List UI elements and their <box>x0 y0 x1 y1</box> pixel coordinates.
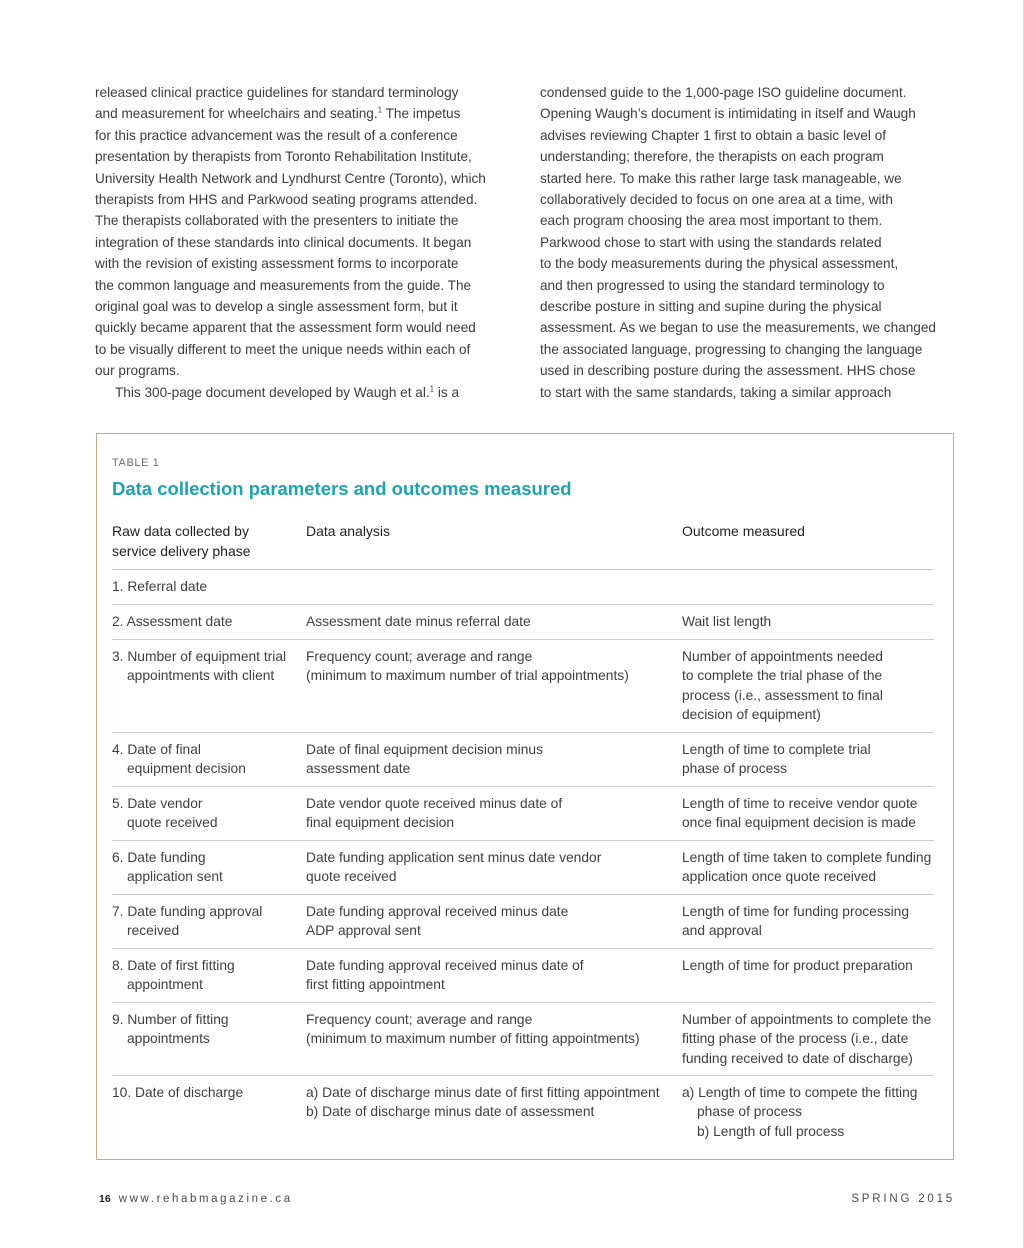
body-line <box>95 103 510 124</box>
body-line: assessment. As we began to use the measurements, we changed <box>540 320 936 336</box>
outcome-cell: Length of time to receive vendor quote once final equipment decision is made <box>682 796 918 831</box>
body-line: The therapists collaborated with the presenters to initiate the <box>95 213 459 229</box>
raw-data-cell: 7. Date funding approval received <box>112 904 263 939</box>
body-line: for this practice advancement was the result of a conference <box>95 127 458 143</box>
body-line: each program choosing the area most important to them. <box>540 213 883 229</box>
body-line: advises reviewing Chapter 1 first to obtain a basic level of <box>540 127 887 143</box>
table-title: Data collection parameters and outcomes measured <box>112 478 572 499</box>
body-line: our programs. <box>95 363 180 379</box>
raw-data-cell: 3. Number of equipment trial appointments with client <box>112 649 287 684</box>
body-text: The impetus <box>382 106 461 122</box>
analysis-cell: Date of final equipment decision minus assessment date <box>306 742 543 777</box>
body-line: to start with the same standards, taking a similar approach <box>540 384 892 400</box>
body-line: started here. To make this rather large task manageable, we <box>540 170 902 186</box>
issue-label: SPRING 2015 <box>851 1193 955 1205</box>
analysis-cell: Date funding approval received minus date ADP approval sent <box>306 904 569 939</box>
body-text: is a <box>434 384 460 400</box>
footer-left <box>99 1193 293 1205</box>
table-row <box>112 840 934 895</box>
article-right-column <box>540 82 955 403</box>
body-line: the associated language, progressing to changing the language <box>540 341 923 357</box>
table-row <box>112 639 934 733</box>
table-row <box>112 569 934 605</box>
table-row <box>112 948 934 1003</box>
outcome-cell: Length of time taken to complete funding application once quote received <box>682 850 932 885</box>
page-number: 16 <box>99 1193 111 1205</box>
body-line: condensed guide to the 1,000-page ISO guideline document. <box>540 85 907 100</box>
raw-data-cell: 8. Date of first fitting appointment <box>112 958 235 993</box>
raw-data-cell: 4. Date of final equipment decision <box>112 742 246 777</box>
body-line: therapists from HHS and Parkwood seating programs attended. <box>95 192 478 208</box>
body-line <box>95 382 510 403</box>
table-header-row <box>112 522 934 570</box>
footnote-ref: 1 <box>429 384 435 394</box>
body-line: integration of these standards into clinical documents. It began <box>95 234 472 250</box>
outcome-cell: Length of time for product preparation <box>682 958 913 973</box>
table-row <box>112 786 934 841</box>
body-line: Parkwood chose to start with using the standards related <box>540 234 882 250</box>
column-header-data-analysis: Data analysis <box>306 523 391 539</box>
body-line: University Health Network and Lyndhurst Centre (Toronto), which <box>95 170 486 186</box>
analysis-cell: Date funding application sent minus date vendor quote received <box>306 850 602 885</box>
body-line: used in describing posture during the assessment. HHS chose <box>540 363 916 379</box>
body-line: collaboratively decided to focus on one area at a time, with <box>540 192 893 208</box>
analysis-cell: Date funding approval received minus date of first fitting appointment <box>306 958 584 993</box>
column-header-raw-data: Raw data collected by service delivery phase <box>112 523 251 559</box>
body-line: the common language and measurements from the guide. The <box>95 277 472 293</box>
table-row <box>112 604 934 640</box>
raw-data-cell: 5. Date vendor quote received <box>112 796 218 831</box>
analysis-cell: Frequency count; average and range (minimum to maximum number of fitting appointments) <box>306 1012 640 1047</box>
body-line: with the revision of existing assessment forms to incorporate <box>95 256 459 272</box>
table-row <box>112 1075 934 1150</box>
raw-data-cell: 6. Date funding application sent <box>112 850 223 885</box>
table-row <box>112 732 934 787</box>
outcome-cell: a) Length of time to compete the fitting phase of process b) Length of full process <box>682 1085 918 1139</box>
body-line: and then progressed to using the standard terminology to <box>540 277 885 293</box>
body-text: and measurement for wheelchairs and seating. <box>95 106 378 122</box>
analysis-cell: Assessment date minus referral date <box>306 614 531 629</box>
body-line: to the body measurements during the physical assessment, <box>540 256 899 272</box>
outcome-cell: Length of time to complete trial phase of process <box>682 742 871 777</box>
body-line: to be visually different to meet the unique needs within each of <box>95 341 471 357</box>
raw-data-cell: 2. Assessment date <box>112 614 233 629</box>
raw-data-cell: 1. Referral date <box>112 579 208 594</box>
body-line: describe posture in sitting and supine during the physical <box>540 299 882 315</box>
body-line: released clinical practice guidelines for standard terminology <box>95 85 459 100</box>
footnote-ref: 1 <box>377 105 383 115</box>
outcome-cell: Number of appointments needed to complete the trial phase of the process (i.e., assessment to final decision of equipment) <box>682 649 883 723</box>
table-1-box <box>96 433 954 1160</box>
outcome-cell: Length of time for funding processing and approval <box>682 904 910 939</box>
table-row <box>112 894 934 949</box>
outcome-cell: Wait list length <box>682 614 772 629</box>
analysis-cell: Frequency count; average and range (minimum to maximum number of trial appointments) <box>306 649 629 684</box>
table-kicker: TABLE 1 <box>112 457 160 469</box>
article-left-column <box>95 82 510 403</box>
body-text: This 300-page document developed by Waugh et al. <box>115 384 430 400</box>
outcome-cell: Number of appointments to complete the fitting phase of the process (i.e., date funding received to date of discharge) <box>682 1012 932 1066</box>
website-link[interactable]: www.rehabmagazine.ca <box>118 1193 293 1205</box>
raw-data-cell: 9. Number of fitting appointments <box>112 1012 229 1047</box>
body-line: understanding; therefore, the therapists on each program <box>540 149 884 165</box>
body-line: quickly became apparent that the assessment form would need <box>95 320 476 336</box>
body-line: presentation by therapists from Toronto Rehabilitation Institute, <box>95 149 472 165</box>
body-line: Opening Waugh’s document is intimidating in itself and Waugh <box>540 106 916 122</box>
analysis-cell: a) Date of discharge minus date of first fitting appointment b) Date of discharge minus date of assessment <box>306 1085 660 1120</box>
column-header-outcome: Outcome measured <box>682 523 805 539</box>
body-line: original goal was to develop a single assessment form, but it <box>95 299 458 315</box>
raw-data-cell: 10. Date of discharge <box>112 1085 244 1100</box>
analysis-cell: Date vendor quote received minus date of final equipment decision <box>306 796 563 831</box>
table-row <box>112 1002 934 1076</box>
